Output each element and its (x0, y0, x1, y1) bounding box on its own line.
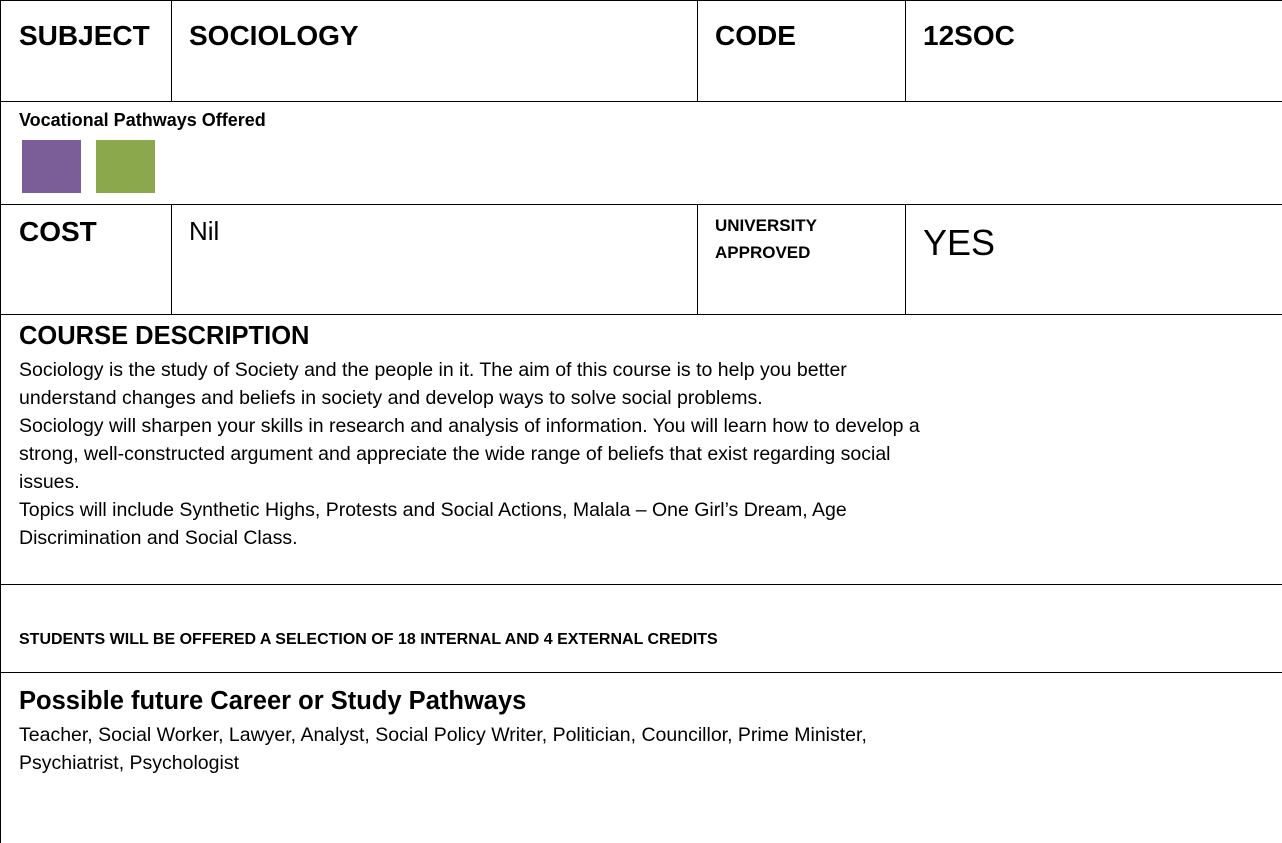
pathway-swatch-purple (22, 140, 81, 193)
code-value: 12SOC (923, 20, 1015, 51)
description-line: Sociology is the study of Society and the people in it. The aim of this course is to help you better (19, 359, 847, 381)
rule-header-col1 (171, 0, 172, 101)
rule-below-header (0, 101, 1282, 102)
university-approved-value: YES (923, 222, 996, 263)
careers-line: Teacher, Social Worker, Lawyer, Analyst, Social Policy Writer, Politician, Councillor, Prime Minister, (19, 724, 867, 746)
rule-header-col3 (905, 0, 906, 101)
rule-cost-col3 (905, 204, 906, 314)
description-line: Discrimination and Social Class. (19, 527, 298, 549)
rule-header-col2 (697, 0, 698, 101)
rule-below-description (0, 584, 1282, 585)
pathway-swatch-green (96, 140, 155, 193)
rule-below-pathways (0, 204, 1282, 205)
subject-value: SOCIOLOGY (189, 20, 359, 51)
careers-heading: Possible future Career or Study Pathways (19, 687, 527, 715)
rule-cost-col1 (171, 204, 172, 314)
university-approved-line1: UNIVERSITY (715, 216, 818, 235)
description-line: strong, well-constructed argument and appreciate the wide range of beliefs that exist regarding social (19, 443, 891, 465)
cost-label: COST (19, 216, 97, 247)
pathways-label: Vocational Pathways Offered (19, 110, 266, 130)
university-approved-line2: APPROVED (715, 243, 811, 262)
careers-body (19, 721, 867, 777)
rule-top (0, 0, 1282, 1)
rule-below-credits (0, 672, 1282, 673)
subject-label: SUBJECT (19, 20, 150, 51)
description-line: issues. (19, 471, 80, 493)
course-description-heading: COURSE DESCRIPTION (19, 322, 310, 350)
university-approved-label (715, 212, 817, 266)
cost-value: Nil (189, 216, 220, 246)
careers-line: Psychiatrist, Psychologist (19, 752, 239, 774)
rule-cost-col2 (697, 204, 698, 314)
rule-below-cost (0, 314, 1282, 315)
rule-left-border (0, 0, 1, 843)
description-line: Topics will include Synthetic Highs, Protests and Social Actions, Malala – One Girl’s Dream, Age (19, 499, 847, 521)
code-label: CODE (715, 20, 796, 51)
course-description-body (19, 356, 920, 552)
description-line: understand changes and beliefs in society and develop ways to solve social problems. (19, 387, 763, 409)
description-line: Sociology will sharpen your skills in research and analysis of information. You will learn how to develop a (19, 415, 920, 437)
credits-statement: STUDENTS WILL BE OFFERED A SELECTION OF 18 INTERNAL AND 4 EXTERNAL CREDITS (19, 631, 718, 648)
